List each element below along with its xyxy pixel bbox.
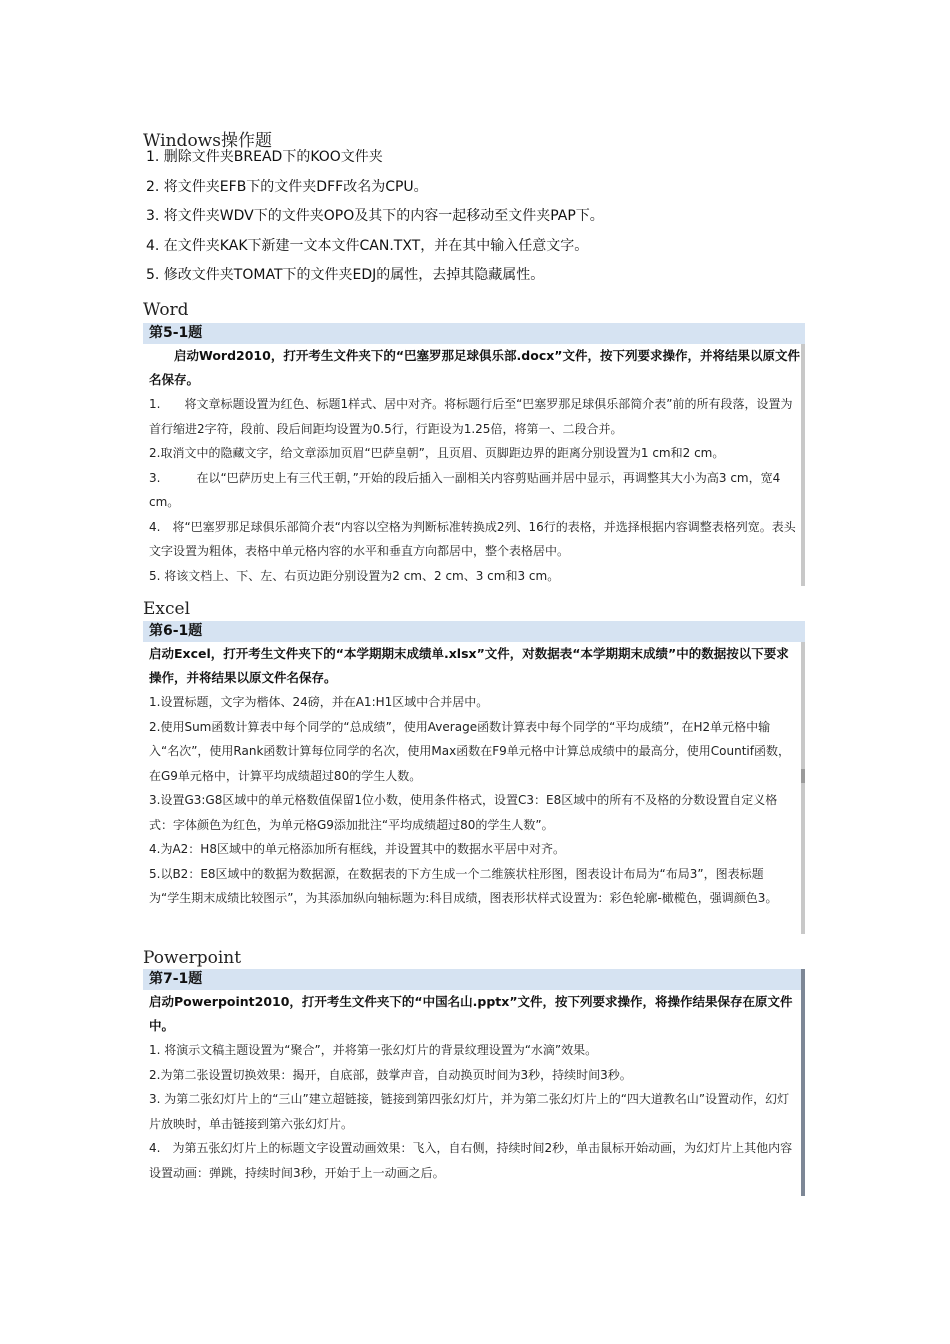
- windows-task-4: 4. 在文件夹KAK下新建一文本文件CAN.TXT，并在其中输入任意文字。: [146, 237, 589, 254]
- word-task-2: 2.取消文中的隐藏文字，给文章添加页眉“巴萨皇朝”，且页眉、页脚距边界的距离分别设置为1 cm和2 cm。: [149, 446, 725, 460]
- ppt-task-4: 4. 为第五张幻灯片上的标题文字设置动画效果：飞入，自右侧，持续时间2秒，单击鼠标开始动画，为幻灯片上其他内容设置动画：弹跳，持续时间3秒，开始于上一动画之后。: [149, 1141, 793, 1180]
- word-question-intro: 启动Word2010，打开考生文件夹下的“巴塞罗那足球俱乐部.docx”文件，按下列要求操作，并将结果以原文件名保存。: [149, 348, 801, 387]
- excel-task-4: 4.为A2：H8区域中的单元格添加所有框线，并设置其中的数据水平居中对齐。: [149, 842, 565, 856]
- word-task-3: 3. 在以“巴萨历史上有三代王朝，”开始的段后插入一副相关内容剪贴画并居中显示，再调整其大小为高3 cm，宽4 cm。: [149, 470, 781, 509]
- windows-task-5: 5. 修改文件夹TOMAT下的文件夹EDJ的属性，去掉其隐藏属性。: [146, 267, 545, 283]
- word-task-4: 4. 将“巴塞罗那足球俱乐部简介表“内容以空格为判断标准转换成2列、16行的表格，并选择根据内容调整表格列宽。表头文字设置为粗体，表格中单元格内容的水平和垂直方向都居中，整个表格居中。: [149, 519, 796, 558]
- ppt-scrollbar[interactable]: [801, 969, 805, 1196]
- excel-task-1: 1.设置标题，文字为楷体、24磅，并在A1:H1区域中合并居中。: [149, 695, 489, 709]
- ppt-question-panel: [143, 969, 805, 1196]
- excel-task-2: 2.使用Sum函数计算表中每个同学的“总成绩”，使用Average函数计算表中每个同学的“平均成绩”，在H2单元格中输入“名次”，使用Rank函数计算每位同学的名次，使用Max函数在F9单元格中计算总成绩中的最高分，使用Countif函数，在G9单元格中，计算平均成绩超过80的学生人数。: [149, 719, 790, 783]
- windows-task-list: [146, 146, 604, 294]
- word-question-header: 第5-1题: [143, 323, 805, 344]
- word-question-panel: [143, 323, 805, 586]
- windows-task-2: 2. 将文件夹EFB下的文件夹DFF改名为CPU。: [146, 178, 428, 195]
- excel-scroll-thumb[interactable]: [801, 769, 805, 783]
- ppt-section-title: Powerpoint: [143, 948, 242, 968]
- word-task-1: 1. 将文章标题设置为红色、标题1样式、居中对齐。将标题行后至“巴塞罗那足球俱乐部简介表”前的所有段落，设置为首行缩进2字符，段前、段后间距均设置为0.5行，行距设为1.25倍，将第一、二段合并。: [149, 397, 793, 436]
- excel-section-title: Excel: [143, 599, 191, 619]
- excel-task-5: 5.以B2：E8区域中的数据为数据源，在数据表的下方生成一个二维簇状柱形图，图表设计布局为“布局3”，图表标题为“学生期末成绩比较图示”，为其添加纵向轴标题为:科目成绩，图表形状样式设置为：彩色轮廓-橄榄色，强调颜色3。: [149, 866, 778, 905]
- excel-task-3: 3.设置G3:G8区域中的单元格数值保留1位小数，使用条件格式，设置C3：E8区域中的所有不及格的分数设置自定义格式：字体颜色为红色，为单元格G9添加批注“平均成绩超过80的学生人数”。: [149, 793, 778, 832]
- excel-question-intro: 启动Excel，打开考生文件夹下的“本学期期末成绩单.xlsx”文件，对数据表“本学期期末成绩”中的数据按以下要求操作，并将结果以原文件名保存。: [149, 646, 789, 685]
- ppt-task-2: 2.为第二张设置切换效果：揭开，自底部，鼓掌声音，自动换页时间为3秒，持续时间3秒。: [149, 1067, 632, 1082]
- ppt-question-intro: 启动Powerpoint2010，打开考生文件夹下的“中国名山.pptx”文件，按下列要求操作，将操作结果保存在原文件中。: [149, 994, 793, 1033]
- ppt-task-1: 1. 将演示文稿主题设置为“聚合”，并将第一张幻灯片的背景纹理设置为“水滴”效果。: [149, 1043, 598, 1057]
- windows-section-title: Windows操作题: [143, 131, 272, 151]
- ppt-task-3: 3. 为第二张幻灯片上的“三山”建立超链接，链接到第四张幻灯片，并为第二张幻灯片上的“四大道教名山”设置动作，幻灯片放映时，单击链接到第六张幻灯片。: [149, 1092, 790, 1131]
- windows-task-1: 1. 删除文件夹BREAD下的KOO文件夹: [146, 149, 383, 165]
- windows-task-3: 3. 将文件夹WDV下的文件夹OPO及其下的内容一起移动至文件夹PAP下。: [146, 208, 604, 224]
- word-scrollbar[interactable]: [801, 344, 805, 586]
- ppt-question-header: 第7-1题: [143, 969, 805, 990]
- word-task-5: 5. 将该文档上、下、左、右页边距分别设置为2 cm、2 cm、3 cm和3 cm。: [149, 568, 560, 583]
- excel-scrollbar[interactable]: [801, 642, 805, 934]
- excel-question-header: 第6-1题: [143, 621, 805, 642]
- word-section-title: Word: [143, 300, 189, 320]
- excel-question-panel: [143, 621, 805, 934]
